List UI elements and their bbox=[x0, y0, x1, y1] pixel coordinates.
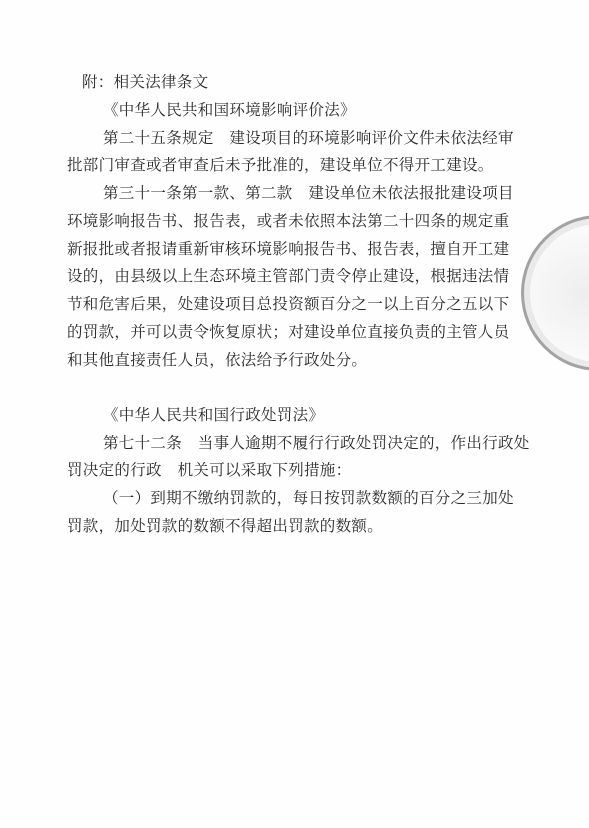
appendix-heading: 附：相关法律条文 bbox=[82, 73, 209, 91]
article-72-item-1-line-2: 罚款，加处罚款的数额不得超出罚款的数额。 bbox=[67, 517, 384, 535]
article-31-line-6: 的罚款，并可以责令恢复原状；对建设单位直接负责的主管人员 bbox=[67, 323, 510, 341]
article-31-line-1: 第三十一条第一款、第二款 建设单位未依法报批建设项目 bbox=[103, 184, 514, 202]
law-title-admin-penalty: 《中华人民共和国行政处罚法》 bbox=[103, 406, 325, 424]
article-72-item-1-line-1: （一）到期不缴纳罚款的，每日按罚款数额的百分之三加处 bbox=[103, 489, 514, 507]
article-31-line-7: 和其他直接责任人员，依法给予行政处分。 bbox=[67, 351, 368, 369]
law-title-eia: 《中华人民共和国环境影响评价法》 bbox=[103, 101, 356, 119]
article-31-line-3: 新报批或者报请重新审核环境影响报告书、报告表，擅自开工建 bbox=[67, 240, 510, 258]
article-72-line-1: 第七十二条 当事人逾期不履行行政处罚决定的，作出行政处 bbox=[103, 434, 530, 452]
article-31-line-4: 设的，由县级以上生态环境主管部门责令停止建设，根据违法情 bbox=[67, 267, 510, 285]
article-31-line-2: 环境影响报告书、报告表，或者未依照本法第二十四条的规定重 bbox=[67, 212, 510, 230]
article-25-line-2: 批部门审查或者审查后未予批准的，建设单位不得开工建设。 bbox=[67, 156, 494, 174]
article-72-line-2: 罚决定的行政 机关可以采取下列措施： bbox=[67, 461, 352, 479]
article-31-line-5: 节和危害后果，处建设项目总投资额百分之一以上百分之五以下 bbox=[67, 295, 510, 313]
article-25-line-1: 第二十五条规定 建设项目的环境影响评价文件未依法经审 bbox=[103, 129, 514, 147]
